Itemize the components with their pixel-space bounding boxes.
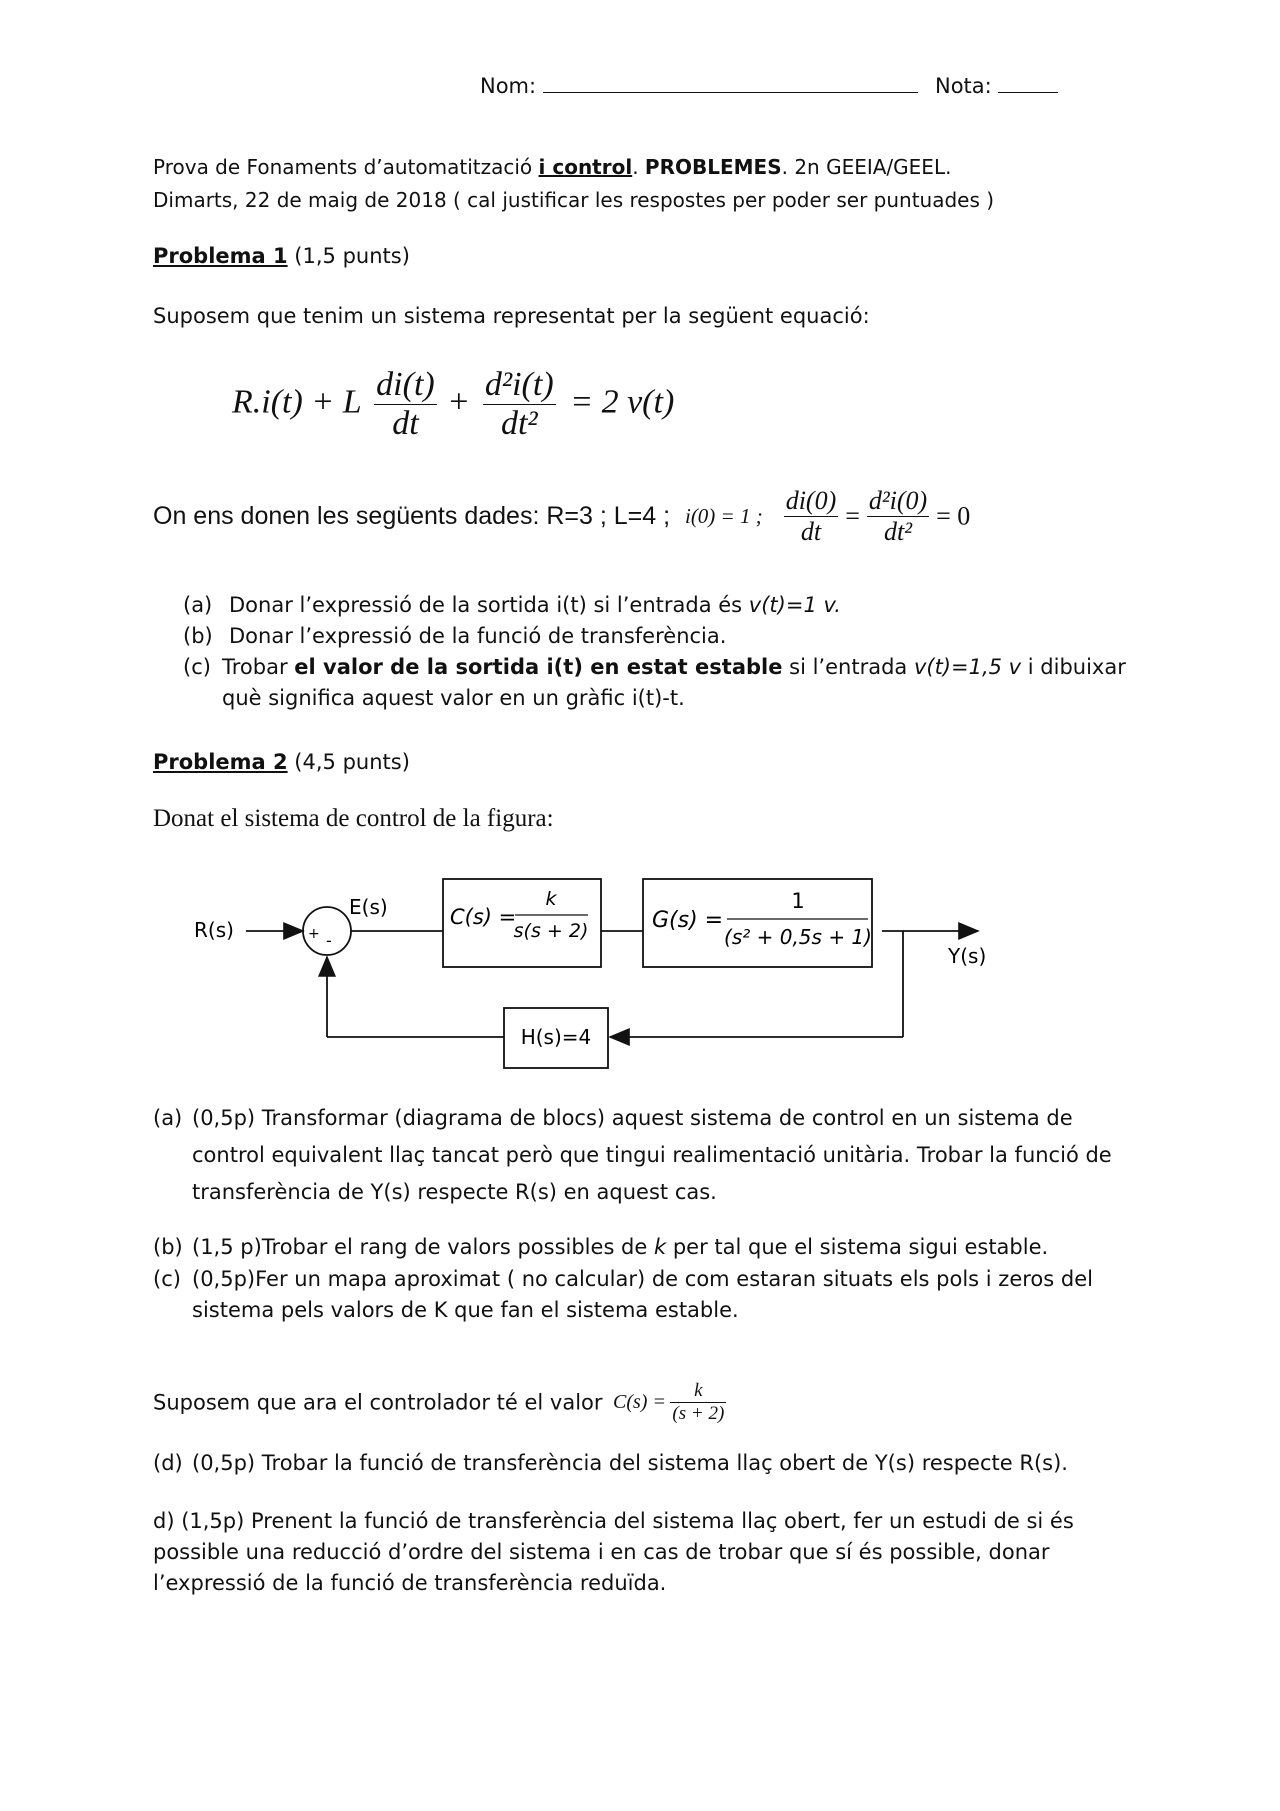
name-label: Nom: <box>480 74 537 98</box>
grade-field <box>935 72 1058 98</box>
exam-title: Prova de Fonaments d’automatització i control. PROBLEMES. 2n GEEIA/GEEL. <box>153 155 952 179</box>
block-diagram <box>0 860 1280 1100</box>
name-blank[interactable] <box>543 72 918 93</box>
feedback-label: H(s)=4 <box>520 1025 592 1049</box>
plant-num: 1 <box>791 889 805 913</box>
grade-label: Nota: <box>935 74 992 98</box>
grade-blank[interactable] <box>998 72 1058 93</box>
name-field <box>480 72 918 98</box>
problem2-intro: Donat el sistema de control de la figura: <box>153 805 554 832</box>
differential-equation: R.i(t) + L $\frac{di(t)}{dt}$ + $\frac{\text{d²i(t)}}{\text{dt²}}$ = 2 v(t) <box>232 366 675 442</box>
input-label: R(s) <box>194 918 234 942</box>
plant-den: (s² + 0,5s + 1) <box>724 925 872 949</box>
problem1-heading: Problema 1 (1,5 punts) <box>153 244 410 268</box>
controller-num: k <box>545 888 557 910</box>
sum-minus-sign: - <box>326 931 332 950</box>
plant-lhs: G(s) = <box>652 908 724 933</box>
error-label: E(s) <box>349 895 388 919</box>
problem1-data: On ens donen les següents dades: R=3 ; L=4 ; i(0) = 1 ; $\frac{di(0)}{dt}$ = $\frac{\text{d²i(0)}}{\text{dt²}}$ = 0 <box>153 486 971 546</box>
controller-lhs: C(s) = <box>450 905 517 929</box>
exam-date: Dimarts, 22 de maig de 2018 ( cal justificar les respostes per poder ser puntuades ) <box>153 188 995 212</box>
problem2-item-d2: d) (1,5p) Prenent la funció de transferència del sistema llaç obert, fer un estudi de si és possible una reducció d’ordre del sistema i en cas de trobar que sí és possible, donar l’expressió de la funció de transferència reduïda. <box>153 1509 1074 1595</box>
problem1-intro: Suposem que tenim un sistema representat per la següent equació: <box>153 304 870 328</box>
controller-den: s(s + 2) <box>513 920 589 942</box>
problem2-heading: Problema 2 (4,5 punts) <box>153 750 410 774</box>
sum-plus-sign: + <box>308 926 320 942</box>
output-label: Y(s) <box>948 944 987 968</box>
new-controller-line: Suposem que ara el controlador té el valor C(s) = $\frac{k}{(s + 2)}$ <box>153 1380 725 1424</box>
